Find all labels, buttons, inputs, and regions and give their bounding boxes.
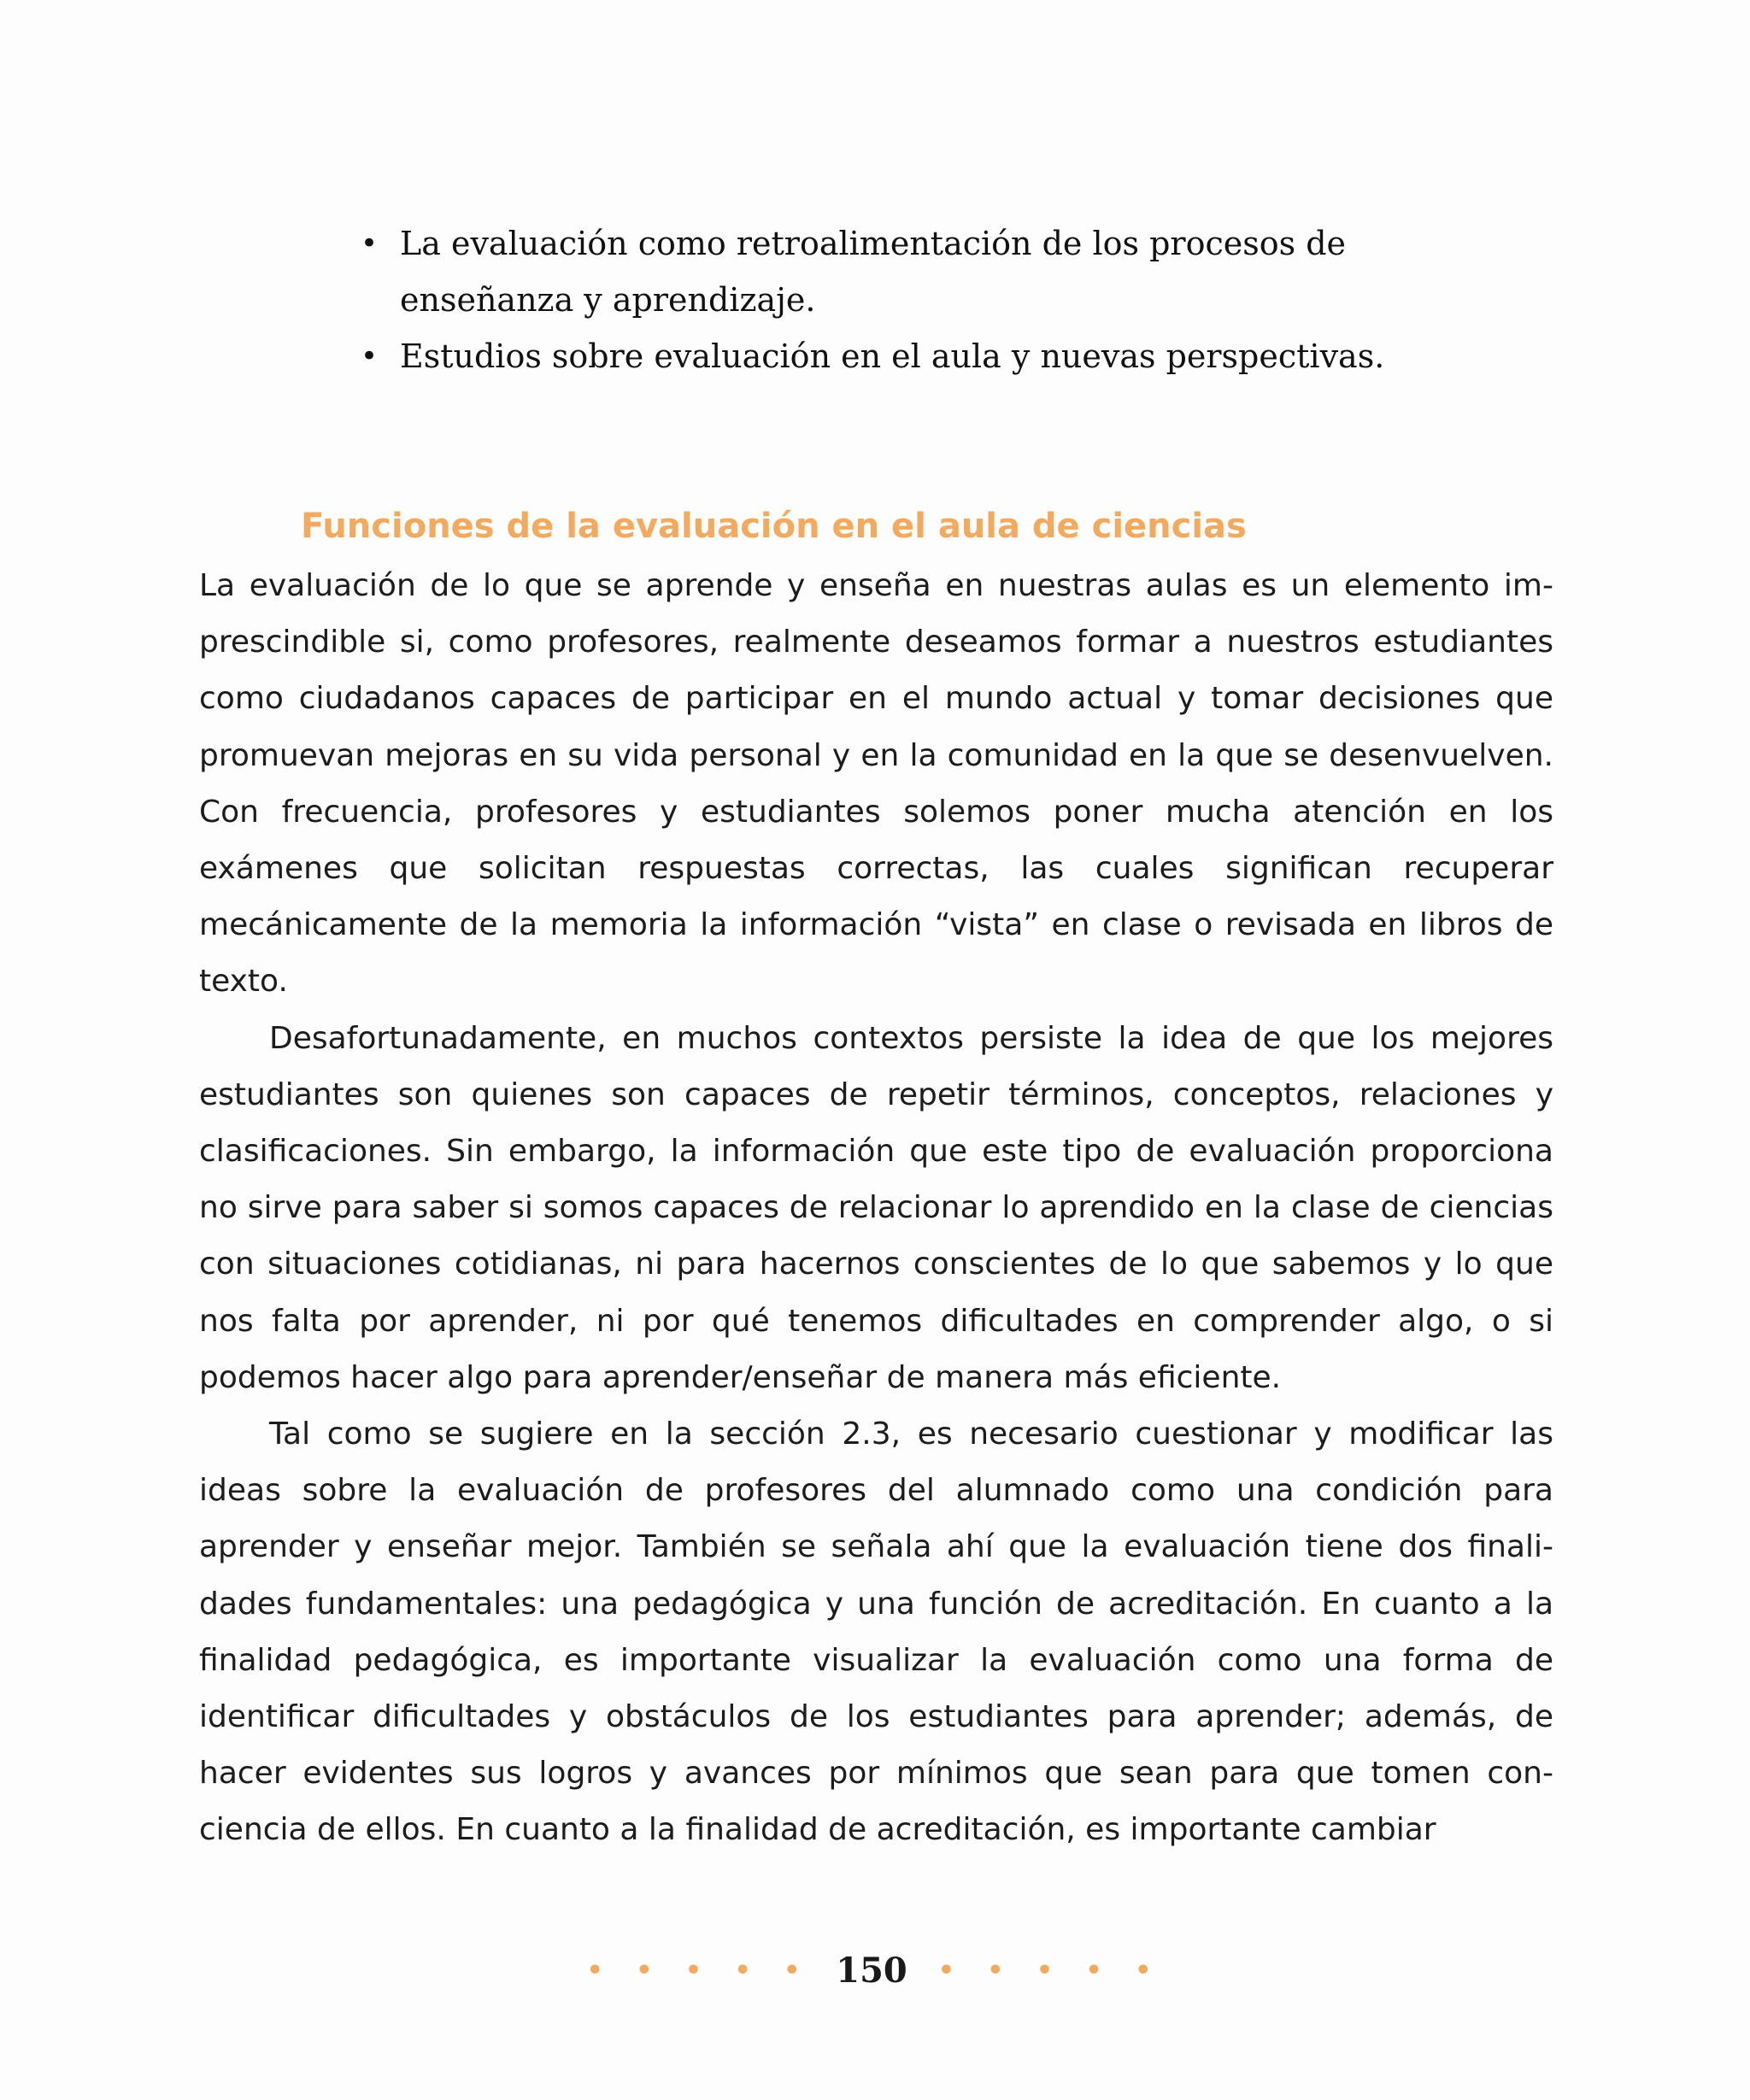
paragraph: La evaluación de lo que se aprende y enseña en nuestras aulas es un elemento imprescindible si, como profesores, realmente deseamos formar a nuestros estudiantes como ciudadanos capaces de participar en el mundo actual y tomar decisiones que promuevan mejoras en su vida personal y en la comunidad en la que se desenvuelven. Con frecuencia, profesores y estudiantes solemos poner mucha atención en los exámenes que solicitan respuestas correctas, las cuales significan recuperar mecánicamente de la memoria la información “vista” en clase o revisada en libros de texto. [199, 568, 1553, 1000]
decorative-dots-left: • • • • • [586, 1956, 813, 1986]
list-item-text: Estudios sobre evaluación en el aula y nuevas perspectivas. [400, 337, 1385, 375]
body-text [199, 558, 1553, 1859]
section-heading: Funciones de la evaluación en el aula de ciencias [301, 507, 1247, 546]
bullet-icon: • [361, 339, 379, 373]
list-item [357, 215, 1485, 328]
list-item [357, 328, 1485, 384]
page-footer [0, 1945, 1750, 1995]
paragraph: Desafortunadamente, en muchos contextos persiste la idea de que los mejores estudiantes son quienes son capaces de repetir términos, conceptos, relaciones y clasificaciones. Sin embargo, la información que este tipo de evaluación proporciona no sirve para saber si somos capaces de relacionar lo aprendido en la clase de ciencias con situaciones cotidianas, ni para hacernos conscientes de lo que sabemos y lo que nos falta por aprender, ni por qué tenemos dificultades en comprender algo, o si podemos hacer algo para aprender/enseñar de manera más eficiente. [199, 1020, 1553, 1395]
bullet-list [357, 215, 1485, 384]
page-number: 150 [836, 1950, 907, 1991]
bullet-icon: • [361, 226, 379, 261]
paragraph: Tal como se sugiere en la sección 2.3, es necesario cuestionar y modificar las ideas sobre la evaluación de profesores del alumnado como una condición para aprender y enseñar mejor. También se señala ahí que la evaluación tiene dos finalidades fundamentales: una pedagógica y una función de acreditación. En cuanto a la finalidad pedagógica, es importante visualizar la evaluación como una forma de identificar dificultades y obstáculos de los estudiantes para aprender; además, de hacer evidentes sus logros y avances por mínimos que sean para que tomen conciencia de ellos. En cuanto a la finalidad de acreditación, es importante cambiar [199, 1417, 1553, 1848]
list-item-text: La evaluación como retroalimentación de los procesos de enseñanza y aprendizaje. [400, 225, 1347, 319]
decorative-dots-right: • • • • • [937, 1956, 1164, 1986]
